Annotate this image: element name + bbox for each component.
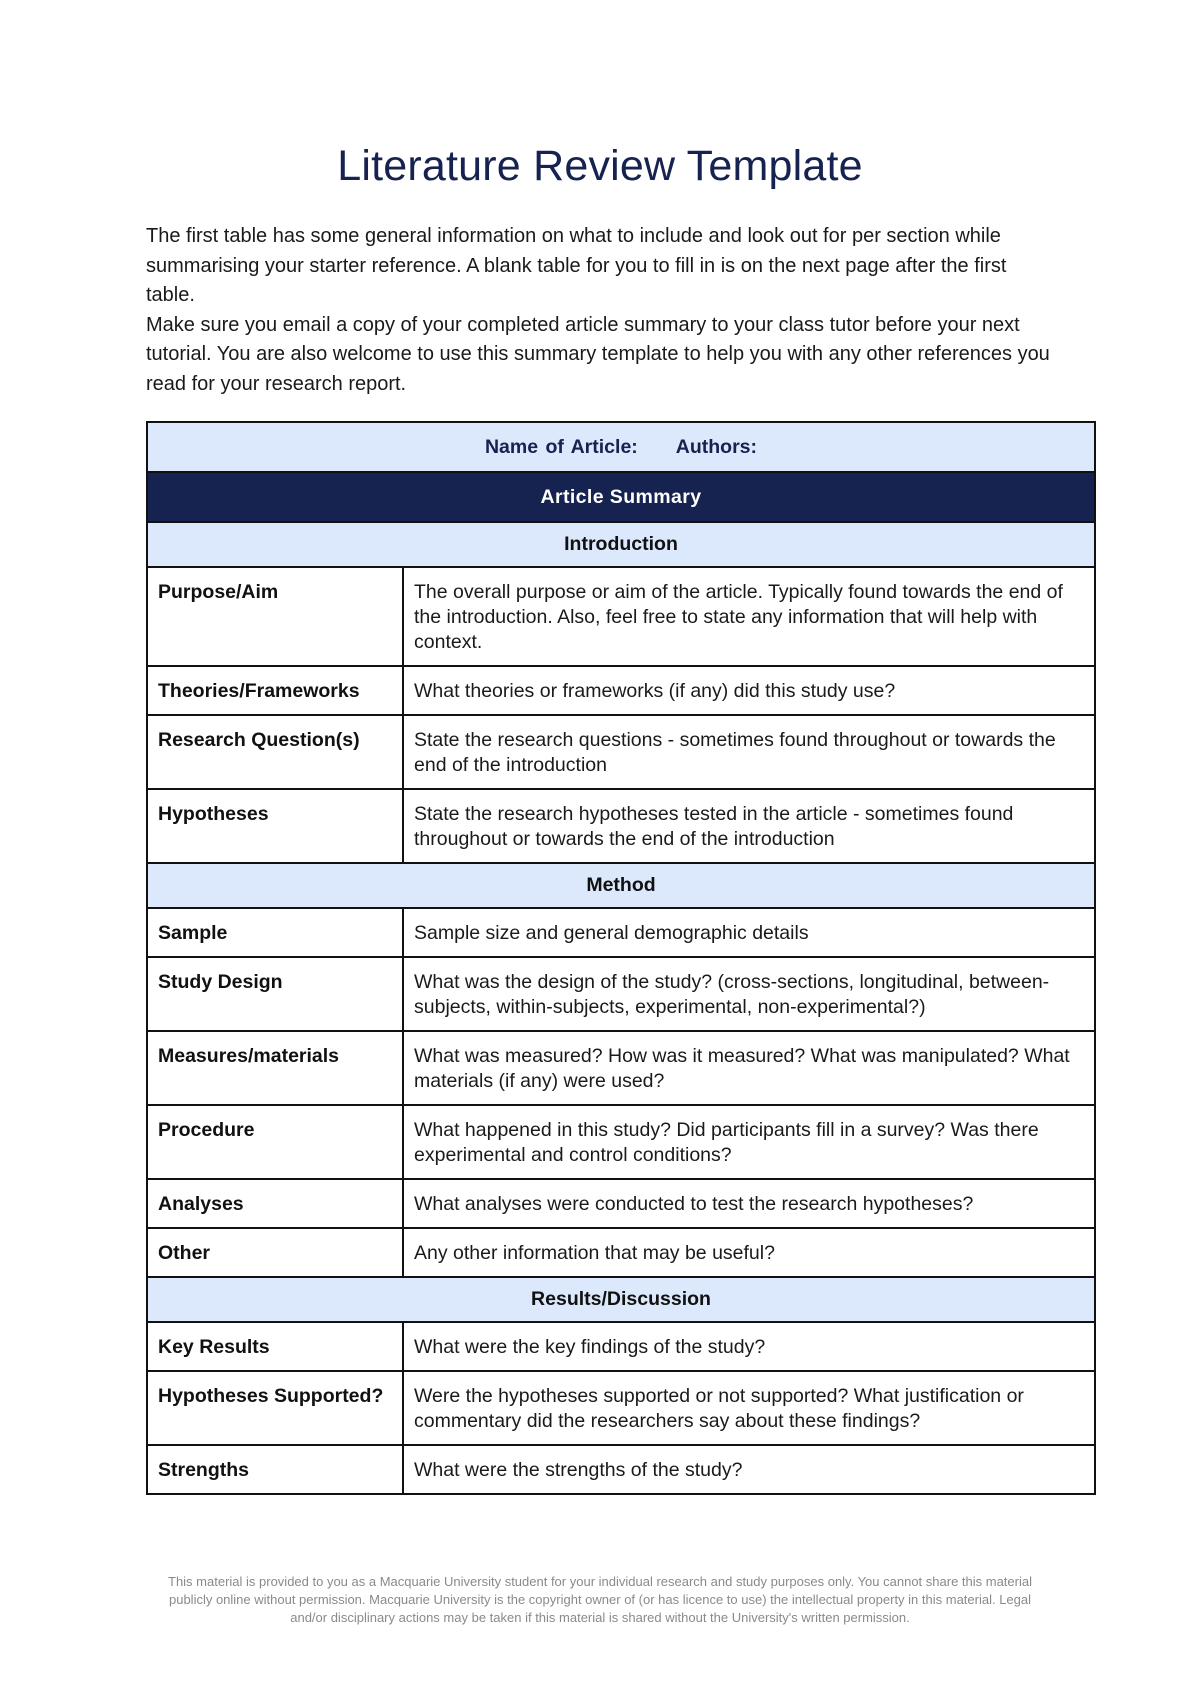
row-description: State the research questions - sometimes found throughout or towards the end of the introduction xyxy=(403,715,1095,789)
table-row xyxy=(147,957,1095,1031)
row-label: Theories/Frameworks xyxy=(147,666,403,715)
row-description: The overall purpose or aim of the article. Typically found towards the end of the introduction. Also, feel free to state any information that will help with context. xyxy=(403,567,1095,666)
section-header-row xyxy=(147,863,1095,908)
table-row xyxy=(147,1322,1095,1371)
row-label: Hypotheses xyxy=(147,789,403,863)
name-of-article-label: Name of Article: xyxy=(484,435,638,458)
row-description: Any other information that may be useful? xyxy=(403,1228,1095,1277)
row-label: Hypotheses Supported? xyxy=(147,1371,403,1445)
row-description: State the research hypotheses tested in the article - sometimes found throughout or towards the end of the introduction xyxy=(403,789,1095,863)
table-row xyxy=(147,715,1095,789)
row-description: What theories or frameworks (if any) did this study use? xyxy=(403,666,1095,715)
table-row xyxy=(147,1031,1095,1105)
intro-text xyxy=(146,222,1056,399)
table-row xyxy=(147,789,1095,863)
section-heading-results-discussion: Results/Discussion xyxy=(147,1277,1095,1322)
copyright-notice: This material is provided to you as a Macquarie University student for your individual research and study purposes only. You cannot share this material publicly online without permission. Macquarie University is the copyright owner of (or has licence to use) the intellectual property in this material. Legal and/or disciplinary actions may be taken if this material is shared without the University's written permission. xyxy=(168,1574,1032,1625)
table-row xyxy=(147,1105,1095,1179)
row-label: Strengths xyxy=(147,1445,403,1494)
row-label: Purpose/Aim xyxy=(147,567,403,666)
section-heading-introduction: Introduction xyxy=(147,522,1095,567)
table-row xyxy=(147,666,1095,715)
row-description: What happened in this study? Did participants fill in a survey? Was there experimental and control conditions? xyxy=(403,1105,1095,1179)
row-description: What was the design of the study? (cross-sections, longitudinal, between-subjects, within-subjects, experimental, non-experimental?) xyxy=(403,957,1095,1031)
page-title: Literature Review Template xyxy=(337,142,863,190)
row-label: Key Results xyxy=(147,1322,403,1371)
article-summary-header-row xyxy=(147,472,1095,522)
row-label: Study Design xyxy=(147,957,403,1031)
row-label: Sample xyxy=(147,908,403,957)
literature-review-table xyxy=(146,421,1096,1495)
row-label: Analyses xyxy=(147,1179,403,1228)
table-row xyxy=(147,1228,1095,1277)
row-label: Procedure xyxy=(147,1105,403,1179)
row-description: Sample size and general demographic details xyxy=(403,908,1095,957)
table-row xyxy=(147,1371,1095,1445)
table-row xyxy=(147,1179,1095,1228)
intro-paragraph-2: Make sure you email a copy of your completed article summary to your class tutor before your next tutorial. You are also welcome to use this summary template to help you with any other references you read for your research report. xyxy=(146,313,1050,395)
row-description: What analyses were conducted to test the research hypotheses? xyxy=(403,1179,1095,1228)
section-heading-method: Method xyxy=(147,863,1095,908)
section-header-row xyxy=(147,522,1095,567)
table-row xyxy=(147,1445,1095,1494)
table-row xyxy=(147,908,1095,957)
section-header-row xyxy=(147,1277,1095,1322)
row-description: Were the hypotheses supported or not supported? What justification or commentary did the researchers say about these findings? xyxy=(403,1371,1095,1445)
table-row xyxy=(147,567,1095,666)
article-summary-heading: Article Summary xyxy=(147,472,1095,522)
row-label: Other xyxy=(147,1228,403,1277)
row-description: What were the strengths of the study? xyxy=(403,1445,1095,1494)
article-info-row xyxy=(147,422,1095,472)
row-label: Research Question(s) xyxy=(147,715,403,789)
authors-label: Authors: xyxy=(675,435,758,458)
intro-paragraph-1: The first table has some general information on what to include and look out for per section while summarising your starter reference. A blank table for you to fill in is on the next page after the first table. xyxy=(146,225,1007,306)
row-description: What was measured? How was it measured? What was manipulated? What materials (if any) were used? xyxy=(403,1031,1095,1105)
row-description: What were the key findings of the study? xyxy=(403,1322,1095,1371)
row-label: Measures/materials xyxy=(147,1031,403,1105)
